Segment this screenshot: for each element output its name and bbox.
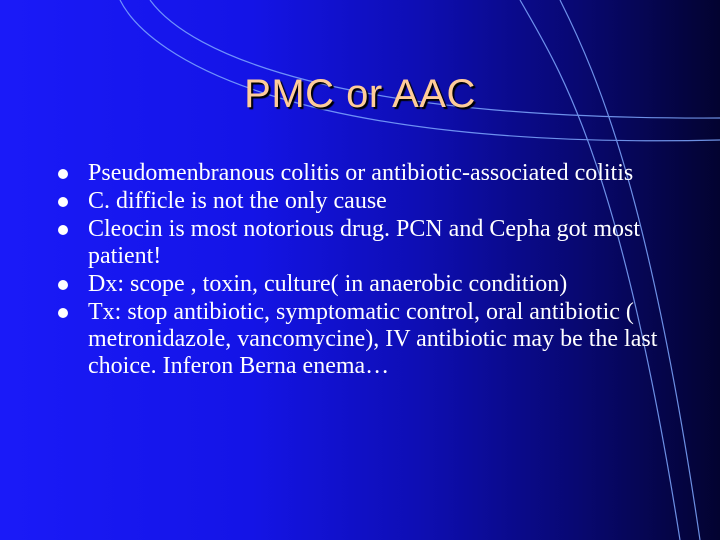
bullet-text: Pseudomenbranous colitis or antibiotic-associated colitis (88, 160, 634, 186)
bullet-dot-icon (58, 169, 68, 179)
bullet-dot-icon (58, 225, 68, 235)
bullet-text: Tx: stop antibiotic, symptomatic control, oral antibiotic ( metronidazole, vancomycine), IV antibiotic may be the last choice. Inferon Berna enema… (88, 299, 658, 379)
bullet-item (58, 299, 658, 380)
bullet-list (58, 160, 658, 381)
bullet-item (58, 160, 658, 187)
bullet-item (58, 271, 658, 298)
bullet-text: Dx: scope , toxin, culture( in anaerobic condition) (88, 271, 568, 297)
bullet-item (58, 216, 658, 270)
bullet-text: Cleocin is most notorious drug. PCN and Cepha got most patient! (88, 216, 640, 269)
bullet-dot-icon (58, 197, 68, 207)
slide-title: PMC or AAC (244, 72, 476, 116)
bullet-item (58, 188, 658, 215)
bullet-dot-icon (58, 308, 68, 318)
bullet-dot-icon (58, 280, 68, 290)
bullet-text: C. difficle is not the only cause (88, 188, 387, 214)
